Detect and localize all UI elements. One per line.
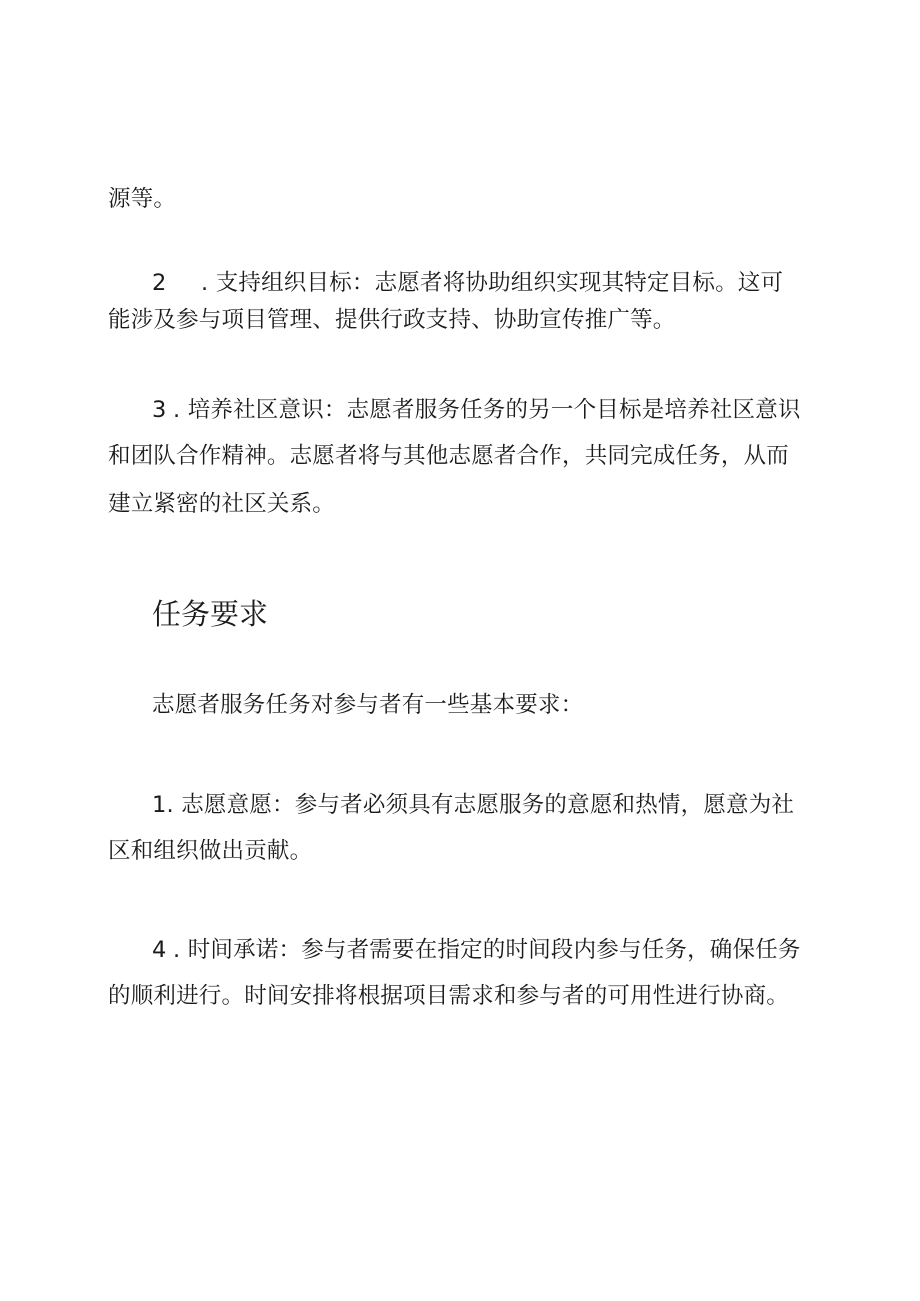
item-3-text-1: . 培养社区意识：志愿者服务任务的另一个目标是培养社区意识 <box>173 397 801 423</box>
item-3-line-2: 和团队合作精神。志愿者将与其他志愿者合作，共同完成任务，从而 <box>108 443 790 469</box>
continuation-line: 源等。 <box>108 186 177 212</box>
requirement-1-line-2: 区和组织做出贡献。 <box>108 838 313 864</box>
item-2-line-1 <box>152 268 783 298</box>
item-3-line-3: 建立紧密的社区关系。 <box>108 491 336 517</box>
requirement-4-text-1: . 时间承诺：参与者需要在指定的时间段内参与任务，确保任务 <box>173 937 801 963</box>
item-2-line-2: 能涉及参与项目管理、提供行政支持、协助宣传推广等。 <box>108 307 676 333</box>
requirement-1-line-1: 1. 志愿意愿：参与者必须具有志愿服务的意愿和热情，愿意为社 <box>152 792 795 818</box>
item-2-text-1: . 支持组织目标：志愿者将协助组织实现其特定目标。这可 <box>201 270 784 296</box>
requirement-4-line-1 <box>152 935 801 965</box>
item-2-number: 2 <box>152 270 167 296</box>
requirement-4-line-2: 的顺利进行。时间安排将根据项目需求和参与者的可用性进行协商。 <box>108 983 790 1009</box>
item-3-number: 3 <box>152 397 167 423</box>
intro-text: 志愿者服务任务对参与者有一些基本要求： <box>152 692 584 718</box>
requirement-4-number: 4 <box>152 937 167 963</box>
item-3-line-1 <box>152 395 801 425</box>
section-heading: 任务要求 <box>152 597 269 631</box>
